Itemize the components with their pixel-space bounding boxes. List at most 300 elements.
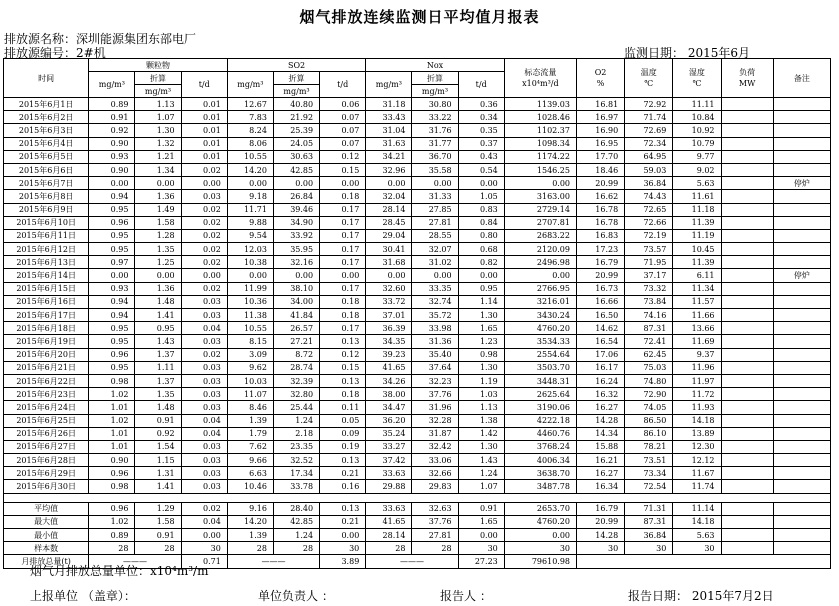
header-unit: mg/m³ [366,72,412,98]
table-cell: 11.71 [227,203,273,216]
table-cell [721,388,773,401]
table-cell: 0.03 [181,374,227,387]
header-o2-label: O2 [594,68,607,77]
table-row [4,361,831,374]
table-cell: 38.00 [366,388,412,401]
table-cell: 0.43 [458,150,504,163]
table-cell: 1.36 [135,190,181,203]
table-cell: 0.00 [181,269,227,282]
row-label: 最小值 [4,529,89,542]
table-cell: 0.07 [320,124,366,137]
table-cell: 11.39 [673,256,721,269]
table-cell: 2653.70 [504,502,576,515]
table-cell: 3638.70 [504,467,576,480]
table-cell: 30 [577,542,625,555]
total-dash: ——— [227,555,319,568]
table-cell: 0.93 [89,150,135,163]
table-cell [773,515,830,528]
table-cell: 30 [504,542,576,555]
table-cell: 37.76 [412,388,458,401]
table-cell: 0.82 [458,256,504,269]
table-cell: 11.67 [673,467,721,480]
table-cell: 1.05 [458,190,504,203]
table-cell: 87.31 [625,322,673,335]
row-label: 2015年6月13日 [4,256,89,269]
table-cell: 37.17 [625,269,673,282]
table-cell: 31.76 [412,124,458,137]
table-cell [721,480,773,493]
table-cell: 74.05 [625,401,673,414]
table-cell: 0.83 [458,203,504,216]
row-label: 2015年6月4日 [4,137,89,150]
table-cell: 40.80 [273,98,319,111]
table-cell: 10.84 [673,111,721,124]
total-label: 月排放总量(t) [4,555,89,568]
table-cell: 0.03 [181,467,227,480]
table-cell: 1.38 [458,414,504,427]
table-cell: 0.04 [181,515,227,528]
table-cell: 1.54 [135,440,181,453]
table-cell: 1.30 [135,124,181,137]
summary-body [4,502,831,555]
table-cell: 1.02 [89,388,135,401]
table-cell: 1.58 [135,515,181,528]
table-cell: 29.88 [366,480,412,493]
table-cell: 0.17 [320,322,366,335]
table-cell: 1.02 [89,515,135,528]
table-cell: 0.00 [504,269,576,282]
table-cell: 3534.33 [504,335,576,348]
table-cell [721,203,773,216]
table-cell: 16.34 [577,480,625,493]
row-label: 2015年6月17日 [4,309,89,322]
table-cell: 11.61 [673,190,721,203]
row-label: 2015年6月26日 [4,427,89,440]
table-cell: 10.38 [227,256,273,269]
table-cell: 1.19 [458,374,504,387]
table-cell: 18.46 [577,163,625,176]
table-cell [721,502,773,515]
table-cell: 25.44 [273,401,319,414]
table-cell: 0.68 [458,243,504,256]
table-cell: 41.84 [273,309,319,322]
table-cell: 0.00 [227,269,273,282]
table-cell [773,529,830,542]
table-cell: 36.20 [366,414,412,427]
table-cell: 2683.22 [504,229,576,242]
table-cell: 28 [412,542,458,555]
table-cell: 1.41 [135,480,181,493]
table-cell [773,414,830,427]
table-cell: 2554.64 [504,348,576,361]
table-cell: 16.83 [577,229,625,242]
table-cell: 2766.95 [504,282,576,295]
table-cell: 33.35 [412,282,458,295]
table-cell: 14.28 [577,529,625,542]
table-cell [773,361,830,374]
table-cell: 1.43 [458,454,504,467]
table-cell: 37.76 [412,515,458,528]
table-cell: 3768.24 [504,440,576,453]
table-cell: 27.85 [412,203,458,216]
table-cell: 11.69 [673,335,721,348]
table-cell: 1.35 [135,388,181,401]
table-cell: 1.36 [135,282,181,295]
table-cell [721,282,773,295]
table-cell: 0.09 [320,427,366,440]
table-cell: 0.03 [181,401,227,414]
table-cell: 11.39 [673,216,721,229]
table-cell: 32.52 [273,454,319,467]
header-unit: mg/m³ [273,85,319,98]
table-cell: 0.90 [89,137,135,150]
table-cell: 72.92 [625,98,673,111]
total-particulate: 0.71 [181,555,227,568]
table-cell: 10.55 [227,322,273,335]
table-cell: 32.28 [412,414,458,427]
table-cell [721,177,773,190]
table-cell: 35.40 [412,348,458,361]
person-in-charge: 单位负责人 ： [258,589,334,603]
row-label: 2015年6月14日 [4,269,89,282]
table-cell: 0.95 [89,229,135,242]
table-cell: 17.70 [577,150,625,163]
table-cell: 0.17 [320,256,366,269]
table-cell [773,124,830,137]
table-cell: 0.18 [320,295,366,308]
table-cell: 4222.18 [504,414,576,427]
header-nox: Nox [366,59,504,72]
table-cell [721,374,773,387]
table-cell: 11.38 [227,309,273,322]
table-cell: 0.13 [320,374,366,387]
table-cell: 1.39 [227,414,273,427]
table-cell: 14.18 [673,515,721,528]
table-cell: 4460.76 [504,427,576,440]
table-cell: 0.00 [504,177,576,190]
row-label: 2015年6月15日 [4,282,89,295]
table-cell: 1.39 [227,529,273,542]
header-humidity [673,59,721,98]
table-cell [773,348,830,361]
table-cell: 6.63 [227,467,273,480]
table-cell: 17.23 [577,243,625,256]
report-title: 烟气排放连续监测日平均值月报表 [299,8,540,26]
table-cell: 28 [273,542,319,555]
row-label: 2015年6月22日 [4,374,89,387]
table-cell [773,542,830,555]
table-cell: 0.13 [320,335,366,348]
table-cell: 35.95 [273,243,319,256]
table-cell: 17.34 [273,467,319,480]
table-cell [773,401,830,414]
table-cell: 11.11 [673,98,721,111]
table-cell: 27.81 [412,216,458,229]
table-cell: 34.26 [366,374,412,387]
table-cell: 0.06 [320,98,366,111]
table-cell: 1.41 [135,309,181,322]
table-cell: 71.31 [625,502,673,515]
table-cell: 32.80 [273,388,319,401]
header-load-unit: MW [738,79,756,88]
table-cell: 78.21 [625,440,673,453]
table-cell: 0.34 [458,111,504,124]
table-cell: 21.92 [273,111,319,124]
table-cell: 1.07 [135,111,181,124]
table-cell: 2729.14 [504,203,576,216]
table-cell: 5.63 [673,177,721,190]
table-cell: 0.95 [135,322,181,335]
table-cell: 1028.46 [504,111,576,124]
table-cell [773,190,830,203]
table-cell: 0.17 [320,216,366,229]
row-label: 2015年6月21日 [4,361,89,374]
table-cell: 1.35 [135,243,181,256]
table-cell: 33.92 [273,229,319,242]
table-cell [721,150,773,163]
source-name: 排放源名称：深圳能源集团东部电厂 [4,32,197,46]
header-so2: SO2 [227,59,365,72]
table-cell: 25.39 [273,124,319,137]
row-label: 2015年6月2日 [4,111,89,124]
table-cell: 停炉 [773,177,830,190]
table-cell: 0.84 [458,216,504,229]
header-unit: mg/m³ [89,72,135,98]
table-cell: 1098.34 [504,137,576,150]
table-cell [721,269,773,282]
table-row [4,177,831,190]
table-cell: 0.91 [458,502,504,515]
table-cell: 14.34 [577,427,625,440]
table-row [4,295,831,308]
table-cell: 32.63 [412,502,458,515]
table-cell: 0.03 [181,295,227,308]
table-cell: 31.96 [412,401,458,414]
table-cell: 1.24 [273,529,319,542]
summary-row [4,542,831,555]
table-cell: 0.07 [320,137,366,150]
table-cell: 0.01 [181,98,227,111]
table-cell: 0.02 [181,348,227,361]
table-row [4,111,831,124]
table-cell: 0.01 [181,137,227,150]
table-cell: 62.45 [625,348,673,361]
table-cell: 74.80 [625,374,673,387]
table-cell: 72.54 [625,480,673,493]
table-cell: 10.36 [227,295,273,308]
table-cell: 35.72 [412,309,458,322]
table-cell: 0.91 [135,414,181,427]
table-cell: 1.58 [135,216,181,229]
table-cell: 32.23 [412,374,458,387]
table-row [4,137,831,150]
table-cell: 8.15 [227,335,273,348]
table-cell: 2120.09 [504,243,576,256]
table-cell: 13.89 [673,427,721,440]
table-cell: 30.41 [366,243,412,256]
table-cell: 42.85 [273,163,319,176]
table-cell: 30.80 [412,98,458,111]
table-cell: 0.04 [181,427,227,440]
table-cell: 0.17 [320,243,366,256]
table-cell: 0.95 [89,361,135,374]
table-cell: 0.95 [89,243,135,256]
table-cell [773,111,830,124]
table-cell: 0.15 [320,361,366,374]
table-cell: 0.13 [320,502,366,515]
table-cell: 31.63 [366,137,412,150]
table-cell: 11.18 [673,203,721,216]
table-cell [721,427,773,440]
table-cell: 28.45 [366,216,412,229]
row-label: 2015年6月12日 [4,243,89,256]
table-cell: 1139.03 [504,98,576,111]
table-cell: 5.63 [673,529,721,542]
table-cell: 0.96 [89,216,135,229]
table-cell: 0.00 [504,529,576,542]
table-cell: 33.63 [366,467,412,480]
total-so2: 3.89 [320,555,366,568]
table-cell: 16.62 [577,190,625,203]
table-cell: 0.36 [458,98,504,111]
table-cell: 3216.01 [504,295,576,308]
table-cell: 0.37 [458,137,504,150]
table-cell: 0.03 [181,335,227,348]
table-cell [721,309,773,322]
table-cell: 0.01 [181,124,227,137]
table-cell: 11.19 [673,229,721,242]
table-cell: 12.03 [227,243,273,256]
table-body [4,98,831,494]
table-cell: 1.24 [458,467,504,480]
header-std-flow-unit: x10⁴m³/d [522,79,559,88]
table-cell: 9.54 [227,229,273,242]
table-cell: 35.24 [366,427,412,440]
header-humidity-unit: ℃ [692,79,702,88]
table-cell: 33.22 [412,111,458,124]
report-date: 报告日期： 2015年7月2日 [628,589,774,603]
table-cell: 0.02 [181,502,227,515]
table-row [4,124,831,137]
table-row [4,282,831,295]
table-row [4,309,831,322]
table-cell: 0.00 [412,269,458,282]
table-cell: 0.93 [89,282,135,295]
table-cell: 41.65 [366,515,412,528]
table-cell [773,427,830,440]
table-cell: 10.79 [673,137,721,150]
header-unit: t/d [181,72,227,98]
row-label: 2015年6月30日 [4,480,89,493]
header-temp [625,59,673,98]
table-cell: 33.43 [366,111,412,124]
table-cell: 0.00 [135,269,181,282]
table-cell: 0.94 [89,190,135,203]
table-cell: 71.74 [625,111,673,124]
table-cell: 3503.70 [504,361,576,374]
table-cell: 14.62 [577,322,625,335]
table-cell: 0.00 [320,269,366,282]
table-row [4,401,831,414]
row-label: 2015年6月20日 [4,348,89,361]
row-label: 2015年6月6日 [4,163,89,176]
table-cell: 32.66 [412,467,458,480]
table-cell: 34.47 [366,401,412,414]
table-cell: 36.84 [625,529,673,542]
table-cell: 9.77 [673,150,721,163]
table-cell: 11.72 [673,388,721,401]
table-cell: 31.77 [412,137,458,150]
unit-note: 烟气月排放总量单位：x10⁴m³/m [30,564,209,578]
table-cell: 29.04 [366,229,412,242]
table-cell: 0.00 [273,269,319,282]
table-cell: 14.18 [673,414,721,427]
table-cell [721,98,773,111]
table-cell: 32.07 [412,243,458,256]
table-cell: 32.60 [366,282,412,295]
table-cell: 3487.78 [504,480,576,493]
table-cell [773,150,830,163]
table-cell: 33.98 [412,322,458,335]
table-cell: 20.99 [577,177,625,190]
table-cell: 0.00 [89,177,135,190]
table-cell [773,216,830,229]
table-cell: 37.64 [412,361,458,374]
row-label: 2015年6月27日 [4,440,89,453]
table-cell: 1.28 [135,229,181,242]
row-label: 2015年6月25日 [4,414,89,427]
table-cell: 1.14 [458,295,504,308]
table-cell: 32.16 [273,256,319,269]
table-cell: 0.91 [135,529,181,542]
row-label: 平均值 [4,502,89,515]
table-cell: 27.81 [412,529,458,542]
table-cell: 1.37 [135,374,181,387]
table-cell: 8.06 [227,137,273,150]
table-cell: 28.14 [366,203,412,216]
total-flow: 79610.98 [504,555,576,568]
table-cell [721,515,773,528]
table-cell: 0.03 [181,388,227,401]
table-cell: 8.46 [227,401,273,414]
table-cell: 32.74 [412,295,458,308]
table-row [4,467,831,480]
header-unit: t/d [320,72,366,98]
table-cell: 7.83 [227,111,273,124]
table-cell: 30 [320,542,366,555]
row-label: 2015年6月8日 [4,190,89,203]
table-cell: 12.30 [673,440,721,453]
table-cell [721,542,773,555]
header-unit: mg/m³ [227,72,273,98]
table-cell [773,467,830,480]
summary-row [4,515,831,528]
table-cell: 72.65 [625,203,673,216]
table-cell [773,229,830,242]
table-cell: 16.32 [577,388,625,401]
table-cell: 0.02 [181,243,227,256]
row-label: 2015年6月10日 [4,216,89,229]
table-cell: 0.18 [320,309,366,322]
table-cell [721,322,773,335]
total-empty [577,555,831,568]
table-cell: 42.85 [273,515,319,528]
table-cell: 33.72 [366,295,412,308]
table-cell: 16.73 [577,282,625,295]
table-cell: 0.02 [181,216,227,229]
table-cell [721,440,773,453]
table-cell: 72.69 [625,124,673,137]
